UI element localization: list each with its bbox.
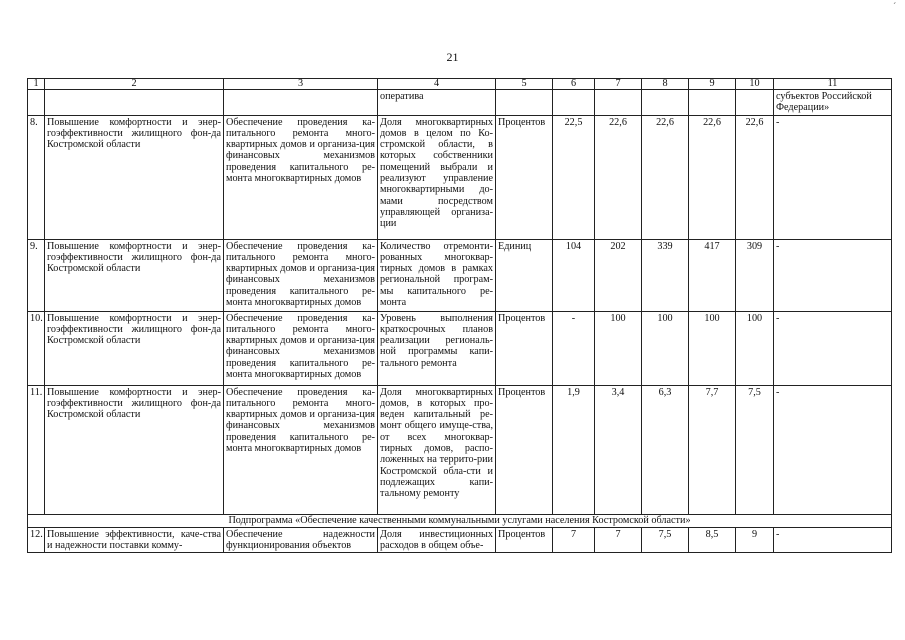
- subprogram-title: Подпрограмма «Обеспечение качественными коммунальными услугами населения Костромской области»: [28, 514, 892, 527]
- row-number: 8.: [28, 115, 45, 239]
- row-unit: Единиц: [496, 239, 553, 311]
- row-task: Обеспечение проведения ка-питального ремонта много-квартирных домов и организа-ция финансовых механизмов проведения капитального ре-монта многоквартирных домов: [224, 115, 378, 239]
- row-task: Обеспечение проведения ка-питального ремонта много-квартирных домов и организа-ция финансовых механизмов проведения капитального ре-монта многоквартирных домов: [224, 311, 378, 385]
- table-row: [28, 527, 892, 553]
- row-value-2017: 8,5: [689, 527, 736, 553]
- subprogram-row: [28, 514, 892, 527]
- row-unit: Процентов: [496, 311, 553, 385]
- row-value-2018: 22,6: [736, 115, 774, 239]
- column-header: 8: [642, 79, 689, 90]
- row-goal: Повышение комфортности и энер-гоэффективности жилищного фон-да Костромской области: [45, 239, 224, 311]
- row-unit: Процентов: [496, 527, 553, 553]
- row-value-2015: 7: [595, 527, 642, 553]
- table-row: [28, 239, 892, 311]
- row-indicator: Уровень выполнения краткосрочных планов реализации региональ-ной программы капи-тального ремонта: [378, 311, 496, 385]
- row-note: -: [774, 115, 892, 239]
- row-note: -: [774, 385, 892, 514]
- row-indicator: Количество отремонти-рованных многоквар-тирных домов в рамках региональной програм-мы капитального ре-монта: [378, 239, 496, 311]
- row-indicator: Доля многоквартирных домов в целом по Ко-стромской области, в которых собственники помещений выбрали и реализуют управление многоквартирными до-мами посредством управляющей организа-ции: [378, 115, 496, 239]
- row-goal: Повышение эффективности, каче-ства и надежности поставки комму-: [45, 527, 224, 553]
- table-row: [28, 311, 892, 385]
- row-indicator: Доля инвестиционных расходов в общем объе-: [378, 527, 496, 553]
- row-value-2018: 100: [736, 311, 774, 385]
- row-value-2014: 7: [553, 527, 595, 553]
- row-value-2017: 22,6: [689, 115, 736, 239]
- row-unit: Процентов: [496, 115, 553, 239]
- column-header: 4: [378, 79, 496, 90]
- column-header: 1: [28, 79, 45, 90]
- column-header: 2: [45, 79, 224, 90]
- column-header: 11: [774, 79, 892, 90]
- row-goal: Повышение комфортности и энер-гоэффективности жилищного фон-да Костромской области: [45, 115, 224, 239]
- row-goal: Повышение комфортности и энер-гоэффективности жилищного фон-да Костромской области: [45, 385, 224, 514]
- row-note: -: [774, 239, 892, 311]
- row-value-2018: 9: [736, 527, 774, 553]
- row-task: Обеспечение проведения ка-питального ремонта много-квартирных домов и организа-ция финансовых механизмов проведения капитального ре-монта многоквартирных домов: [224, 239, 378, 311]
- row-value-2018: 309: [736, 239, 774, 311]
- column-header: 5: [496, 79, 553, 90]
- row-number: 10.: [28, 311, 45, 385]
- row-value-2015: 100: [595, 311, 642, 385]
- row-value-2015: 3,4: [595, 385, 642, 514]
- row-value-2016: 339: [642, 239, 689, 311]
- row-note: -: [774, 311, 892, 385]
- column-header: 9: [689, 79, 736, 90]
- continuation-row: [28, 90, 892, 116]
- row-value-2016: 100: [642, 311, 689, 385]
- column-header: 3: [224, 79, 378, 90]
- row-number: 9.: [28, 239, 45, 311]
- row-value-2016: 6,3: [642, 385, 689, 514]
- table-row: [28, 385, 892, 514]
- row-value-2014: 104: [553, 239, 595, 311]
- row-number: 11.: [28, 385, 45, 514]
- column-number-row: [28, 79, 892, 90]
- row-value-2015: 202: [595, 239, 642, 311]
- row-number: 12.: [28, 527, 45, 553]
- row-note: -: [774, 527, 892, 553]
- column-header: 6: [553, 79, 595, 90]
- row-value-2014: 22,5: [553, 115, 595, 239]
- table-row: [28, 115, 892, 239]
- row-unit: Процентов: [496, 385, 553, 514]
- indicators-table: [27, 78, 892, 553]
- row-value-2018: 7,5: [736, 385, 774, 514]
- row-task: Обеспечение надежности функционирования объектов: [224, 527, 378, 553]
- row-value-2016: 7,5: [642, 527, 689, 553]
- page-number: 21: [446, 50, 459, 64]
- row-value-2016: 22,6: [642, 115, 689, 239]
- row-value-2017: 100: [689, 311, 736, 385]
- row-value-2017: 7,7: [689, 385, 736, 514]
- row-task: Обеспечение проведения ка-питального ремонта много-квартирных домов и организа-ция финансовых механизмов проведения капитального ре-монта многоквартирных домов: [224, 385, 378, 514]
- row-value-2014: -: [553, 311, 595, 385]
- continuation-note: субъектов Российской Федерации»: [774, 90, 892, 116]
- row-value-2015: 22,6: [595, 115, 642, 239]
- row-indicator: Доля многоквартирных домов, в которых про-веден капитальный ре-монт общего имуще-ства, от всех многоквар-тирных домов, распо-ложенных на террито-рии Костромской обла-сти и подлежащих капи-тальному ремонту: [378, 385, 496, 514]
- continuation-indicator: оператива: [378, 90, 496, 116]
- column-header: 10: [736, 79, 774, 90]
- row-value-2017: 417: [689, 239, 736, 311]
- row-value-2014: 1,9: [553, 385, 595, 514]
- row-goal: Повышение комфортности и энер-гоэффективности жилищного фон-да Костромской области: [45, 311, 224, 385]
- column-header: 7: [595, 79, 642, 90]
- corner-mark: ´: [893, 2, 897, 13]
